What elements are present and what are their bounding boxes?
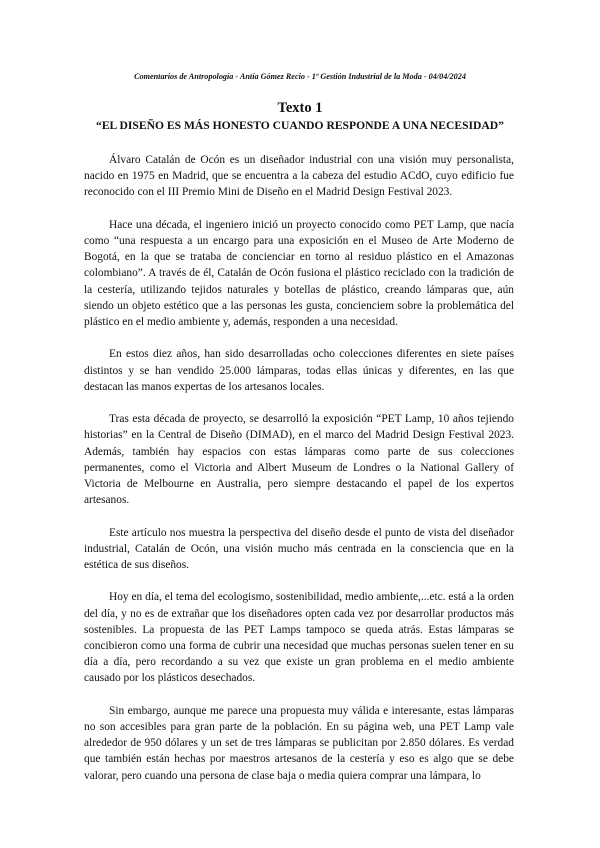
paragraph-1: Álvaro Catalán de Ocón es un diseñador industrial con una visión muy personalista, nacido en 1975 en Madrid, que se encuentra a la cabeza del estudio ACdO, cuyo edificio fue reconocido con el III Premio Mini de Diseño en el Madrid Design Festival 2023. xyxy=(84,154,514,199)
paragraph-2: Hace una década, el ingeniero inició un proyecto conocido como PET Lamp, que nacía como “una respuesta a un encargo para una exposición en el Museo de Arte Moderno de Bogotá, en la que se trataba de concienciar en torno al residuo plástico en el Amazonas colombiano”. A través de él, Catalán de Ocón fusiona el plástico reciclado con la tradición de la cestería, utilizando tejidos naturales y botellas de plástico, creando lámparas que, aún siendo un objeto estético que a las personas les gusta, concienciem sobre la problemática del plástico en el medio ambiente y, además, responden a una necesidad. xyxy=(84,218,514,329)
document-body xyxy=(84,152,514,800)
paragraph-3: En estos diez años, han sido desarrolladas ocho colecciones diferentes en siete países distintos y se han vendido 25.000 lámparas, todas ellas únicas y diferentes, en las que destacan las manos expertas de los artesanos locales. xyxy=(84,348,514,393)
document-title: Texto 1 xyxy=(277,100,323,116)
document-subtitle: “EL DISEÑO ES MÁS HONESTO CUANDO RESPONDE A UNA NECESIDAD” xyxy=(96,119,504,132)
page-header: Comentarios de Antropología - Antía Gómez Recio - 1º Gestión Industrial de la Moda - 04/04/2024 xyxy=(134,72,466,81)
paragraph-4: Tras esta década de proyecto, se desarrolló la exposición “PET Lamp, 10 años tejiendo historias” en la Central de Diseño (DIMAD), en el marco del Madrid Design Festival 2023. Además, también hay espacios con estas lámparas como parte de sus colecciones permanentes, como el Victoria and Albert Museum de Londres o la National Gallery of Victoria de Melbourne en Australia, pero siempre destacando el papel de los expertos artesanos. xyxy=(84,413,514,507)
paragraph-6: Hoy en día, el tema del ecologismo, sostenibilidad, medio ambiente,...etc. está a la orden del día, y no es de extrañar que los diseñadores opten cada vez por desarrollar productos más sostenibles. La propuesta de las PET Lamps tampoco se queda atrás. Estas lámparas se concibieron como una forma de cubrir una necesidad que muchas personas suelen tener en su día a día, pero recordando a su vez que existe un gran problema en el medio ambiente causado por los plásticos desechados. xyxy=(84,591,514,685)
paragraph-5: Este artículo nos muestra la perspectiva del diseño desde el punto de vista del diseñador industrial, Catalán de Ocón, una visión mucho más centrada en la consciencia que en la estética de sus diseños. xyxy=(84,526,514,572)
paragraph-7: Sin embargo, aunque me parece una propuesta muy válida e interesante, estas lámparas no son accesibles para gran parte de la población. En su página web, una PET Lamp vale alrededor de 950 dólares y un set de tres lámparas se publicitan por 2.850 dólares. Es verdad que también están hechas por maestros artesanos de la cestería y eso es algo que se debe valorar, pero cuando una persona de clase baja o media quiera comprar una lámpara, lo xyxy=(84,704,514,782)
